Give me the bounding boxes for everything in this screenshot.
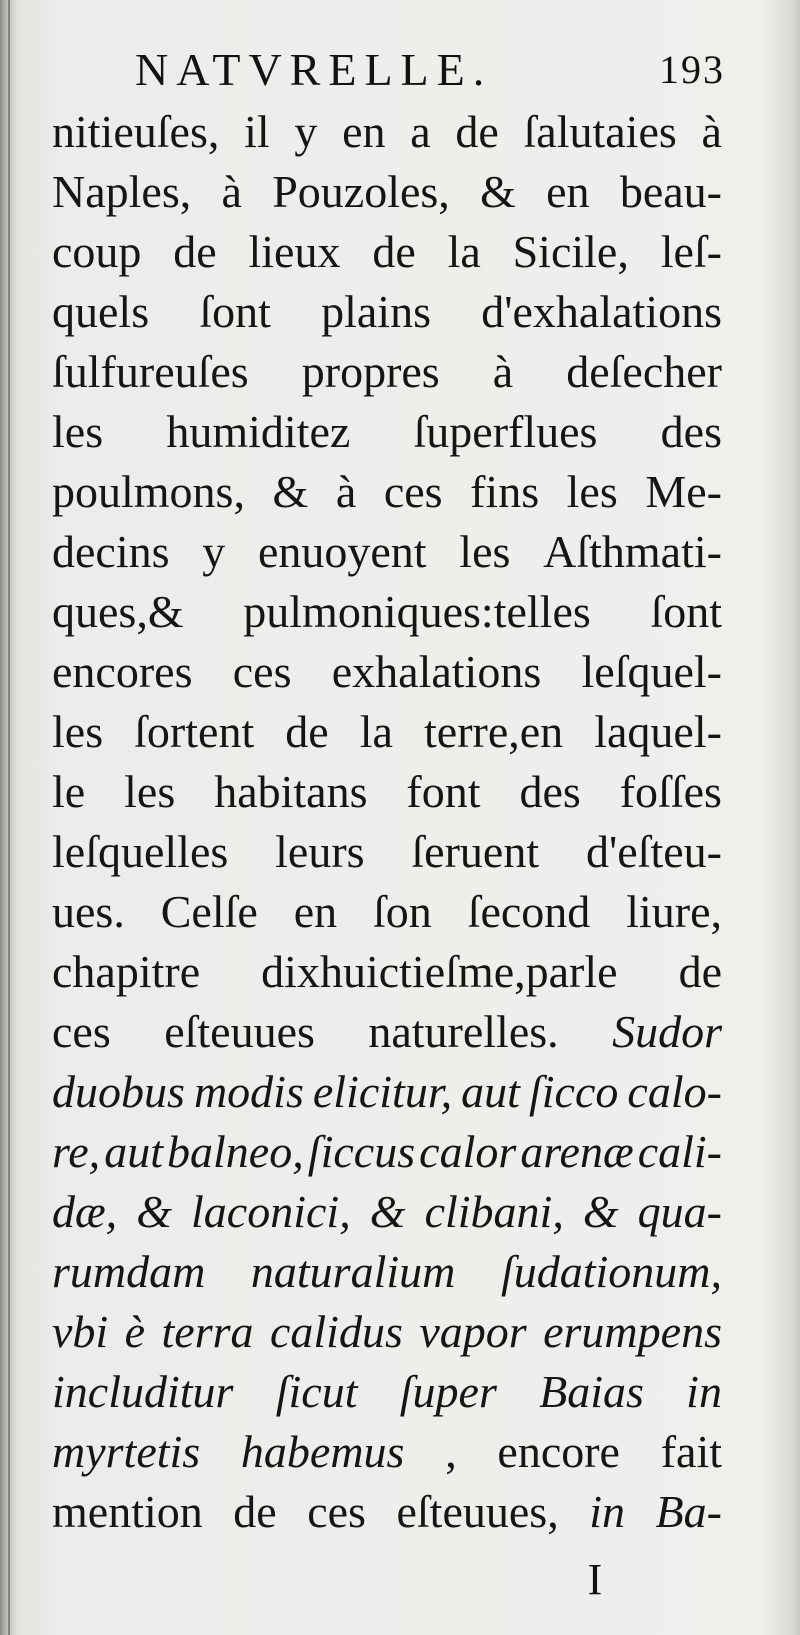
word: y — [202, 526, 226, 577]
word: fait — [660, 1426, 722, 1477]
word: Pouzoles, — [272, 166, 450, 217]
word: habemus — [240, 1426, 405, 1477]
text-line — [52, 1362, 722, 1422]
word: in — [589, 1486, 625, 1537]
text-line — [52, 1122, 722, 1182]
word: il — [244, 106, 270, 157]
word: de — [233, 1486, 277, 1537]
word: à — [492, 346, 514, 397]
word: Ba- — [655, 1486, 722, 1537]
word: terre,en — [424, 706, 564, 757]
word: ſon — [373, 886, 432, 937]
text-line — [52, 702, 722, 762]
word: ſeruent — [411, 826, 540, 877]
word: Baias — [539, 1366, 644, 1417]
word: ſalutaies — [523, 106, 677, 157]
word: eſteuues — [164, 1006, 315, 1057]
signature-mark: I — [587, 1555, 603, 1604]
word: aut — [461, 1066, 520, 1117]
word: aut — [104, 1126, 163, 1177]
word: laquel- — [594, 706, 722, 757]
text-line — [52, 642, 722, 702]
word: naturalium — [250, 1246, 456, 1297]
word: mention — [52, 1486, 203, 1537]
word: calidus — [269, 1306, 403, 1357]
word: les — [52, 406, 104, 457]
running-head: NATVRELLE. — [135, 44, 493, 95]
word: in — [686, 1366, 722, 1417]
word: lieux — [248, 226, 341, 277]
word: de — [173, 226, 217, 277]
text-line — [52, 342, 722, 402]
word: myrtetis — [52, 1426, 201, 1477]
page-header — [135, 40, 725, 100]
word: poulmons, — [52, 466, 245, 517]
text-line — [52, 762, 722, 822]
text-line — [52, 222, 722, 282]
text-line — [52, 162, 722, 222]
word: enuoyent — [257, 526, 427, 577]
text-line — [52, 1182, 722, 1242]
word: includitur — [52, 1366, 234, 1417]
word: ſulfureuſes — [52, 346, 249, 397]
word: exhalations — [331, 646, 542, 697]
word: les — [52, 706, 104, 757]
text-line — [52, 1302, 722, 1362]
word: en — [342, 106, 386, 157]
word: ces — [232, 646, 292, 697]
word: clibani, — [424, 1186, 564, 1237]
text-line — [52, 102, 722, 162]
word: le — [52, 766, 86, 817]
word: de — [372, 226, 416, 277]
binding-edge — [8, 0, 10, 1635]
word: ſuper — [399, 1366, 497, 1417]
word: & — [272, 466, 309, 517]
word: ces — [383, 466, 443, 517]
text-line — [52, 882, 722, 942]
word: laconici, — [191, 1186, 351, 1237]
word: ces — [307, 1486, 366, 1537]
word: de — [455, 106, 499, 157]
word: ſudationum, — [500, 1246, 722, 1297]
text-line — [52, 1002, 722, 1062]
word: ſortent — [134, 706, 255, 757]
text-line — [52, 1482, 722, 1542]
word: ues. — [52, 886, 125, 937]
word: Sicile, — [512, 226, 629, 277]
word: des — [660, 406, 722, 457]
text-line — [52, 1242, 722, 1302]
word: arenæ — [520, 1126, 634, 1177]
word: dixhuictieſme,parle — [261, 946, 618, 997]
word: dæ, — [52, 1186, 118, 1237]
body-text — [52, 102, 722, 1542]
word: en — [293, 886, 338, 937]
word: leſ- — [660, 226, 722, 277]
word: decins — [52, 526, 170, 577]
text-line — [52, 1062, 722, 1122]
word: Me- — [645, 466, 722, 517]
word: erumpens — [543, 1306, 722, 1357]
word: vbi — [52, 1306, 109, 1357]
word: encores — [52, 646, 193, 697]
word: la — [359, 706, 393, 757]
word: balneo, — [167, 1126, 304, 1177]
word: qua- — [637, 1186, 722, 1237]
text-line — [52, 582, 722, 642]
word: à — [335, 466, 357, 517]
word: ſuperflues — [413, 406, 598, 457]
word: ſont — [650, 586, 722, 637]
text-line — [52, 462, 722, 522]
word: nitieuſes, — [52, 106, 220, 157]
word: coup — [52, 226, 142, 277]
word: & — [369, 1186, 406, 1237]
word: ſiccus — [307, 1126, 416, 1177]
word: foſſes — [619, 766, 722, 817]
word: des — [519, 766, 581, 817]
word: leſquel- — [581, 646, 722, 697]
word: y — [294, 106, 318, 157]
word: de — [285, 706, 329, 757]
text-line — [52, 402, 722, 462]
text-line — [52, 822, 722, 882]
page-number: 193 — [659, 47, 725, 92]
word: ſont — [199, 286, 271, 337]
text-line — [52, 282, 722, 342]
word: font — [406, 766, 481, 817]
word: encore — [497, 1426, 620, 1477]
text-line — [52, 522, 722, 582]
word: à — [701, 106, 722, 157]
word: pulmoniques:telles — [243, 586, 591, 637]
word: ques,& — [52, 586, 184, 637]
word: beau- — [619, 166, 722, 217]
word: a — [410, 106, 431, 157]
word: re, — [52, 1126, 101, 1177]
word: d'eſteu- — [585, 826, 722, 877]
word: quels — [52, 286, 150, 337]
word: leſquelles — [52, 826, 229, 877]
word: les — [459, 526, 511, 577]
word: & — [136, 1186, 172, 1237]
word: naturelles. — [368, 1006, 559, 1057]
word: propres — [301, 346, 440, 397]
word: humiditez — [166, 406, 351, 457]
word: terra — [161, 1306, 254, 1357]
word: & — [582, 1186, 619, 1237]
word: cali- — [637, 1126, 722, 1177]
word: fins — [470, 466, 540, 517]
word: Naples, — [52, 166, 192, 217]
word: ſicut — [275, 1366, 358, 1417]
word: calor — [419, 1126, 517, 1177]
word: les — [566, 466, 618, 517]
word: deſecher — [566, 346, 722, 397]
word: è — [124, 1306, 146, 1357]
word: les — [124, 766, 176, 817]
word: duobus — [52, 1066, 185, 1117]
text-line — [52, 1422, 722, 1482]
word: vapor — [419, 1306, 527, 1357]
word: elicitur, — [312, 1066, 453, 1117]
word: ſicco — [528, 1066, 619, 1117]
word: de — [678, 946, 722, 997]
word: liure, — [626, 886, 722, 937]
word: à — [221, 166, 242, 217]
word: ces — [52, 1006, 111, 1057]
word: habitans — [214, 766, 368, 817]
word: calo- — [627, 1066, 722, 1117]
word: modis — [193, 1066, 304, 1117]
word: Celſe — [160, 886, 258, 937]
word: , — [445, 1426, 457, 1477]
word: Sudor — [612, 1006, 722, 1057]
word: Aſthmati- — [543, 526, 722, 577]
word: d'exhalations — [481, 286, 722, 337]
text-line — [52, 942, 722, 1002]
word: & — [480, 166, 516, 217]
word: chapitre — [52, 946, 201, 997]
word: en — [546, 166, 590, 217]
word: ſecond — [467, 886, 591, 937]
word: rumdam — [52, 1246, 206, 1297]
word: leurs — [275, 826, 365, 877]
word: plains — [321, 286, 431, 337]
word: eſteuues, — [396, 1486, 559, 1537]
word: la — [447, 226, 481, 277]
